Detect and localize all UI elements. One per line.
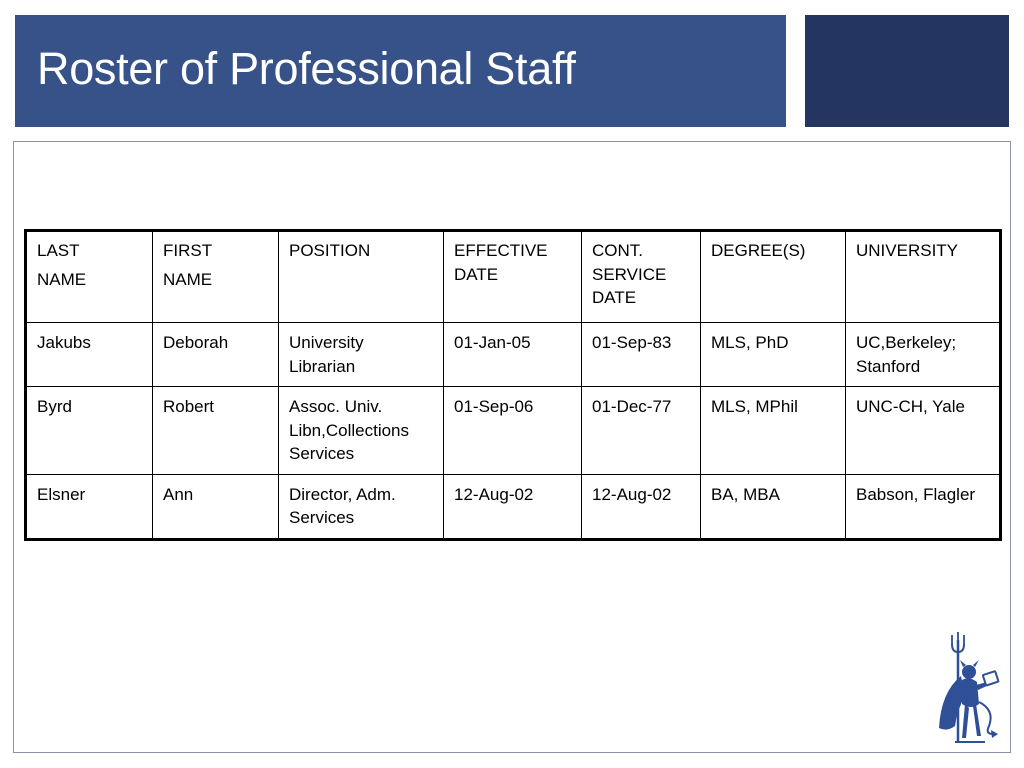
header-university bbox=[846, 231, 1001, 323]
header-line: NAME bbox=[163, 270, 213, 289]
cell-university: Babson, Flagler bbox=[846, 474, 1001, 539]
cell-first-name: Deborah bbox=[153, 323, 279, 387]
cell-first-name: Robert bbox=[153, 387, 279, 475]
devil-mascot-icon bbox=[935, 630, 1005, 746]
cell-cont-service-date: 01-Sep-83 bbox=[582, 323, 701, 387]
header-line: SERVICE bbox=[592, 264, 667, 284]
accent-block bbox=[805, 15, 1009, 127]
header-line: DATE bbox=[454, 264, 499, 284]
title-bar bbox=[15, 15, 786, 127]
header-line: DEGREE(S) bbox=[711, 241, 806, 260]
table-row bbox=[26, 387, 1001, 475]
cell-university: UNC-CH, Yale bbox=[846, 387, 1001, 475]
cell-last-name: Byrd bbox=[26, 387, 153, 475]
cell-first-name: Ann bbox=[153, 474, 279, 539]
cell-effective-date: 01-Jan-05 bbox=[444, 323, 582, 387]
cell-degrees: MLS, MPhil bbox=[701, 387, 846, 475]
cell-position: Assoc. Univ. Libn,Collections Services bbox=[279, 387, 444, 475]
header-line: DATE bbox=[592, 288, 637, 307]
cell-effective-date: 12-Aug-02 bbox=[444, 474, 582, 539]
roster-table bbox=[24, 229, 1002, 541]
cell-position: University Librarian bbox=[279, 323, 444, 387]
header-line: UNIVERSITY bbox=[856, 241, 959, 260]
cell-last-name: Elsner bbox=[26, 474, 153, 539]
header-line: EFFECTIVE bbox=[454, 241, 548, 260]
cell-degrees: BA, MBA bbox=[701, 474, 846, 539]
header-line: NAME bbox=[37, 270, 87, 289]
header-degrees bbox=[701, 231, 846, 323]
table-row bbox=[26, 474, 1001, 539]
header-line: FIRST bbox=[163, 241, 213, 260]
cell-university: UC,Berkeley; Stanford bbox=[846, 323, 1001, 387]
header-line: LAST bbox=[37, 241, 80, 260]
table-header-row bbox=[26, 231, 1001, 323]
slide-title: Roster of Professional Staff bbox=[37, 43, 576, 94]
cell-last-name: Jakubs bbox=[26, 323, 153, 387]
header-last-name bbox=[26, 231, 153, 323]
table-row bbox=[26, 323, 1001, 387]
header-first-name bbox=[153, 231, 279, 323]
header-effective-date bbox=[444, 231, 582, 323]
cell-cont-service-date: 12-Aug-02 bbox=[582, 474, 701, 539]
cell-cont-service-date: 01-Dec-77 bbox=[582, 387, 701, 475]
header-cont-service-date bbox=[582, 231, 701, 323]
header-line: POSITION bbox=[289, 241, 371, 260]
header-line: CONT. bbox=[592, 241, 643, 260]
cell-effective-date: 01-Sep-06 bbox=[444, 387, 582, 475]
cell-degrees: MLS, PhD bbox=[701, 323, 846, 387]
cell-position: Director, Adm. Services bbox=[279, 474, 444, 539]
header-position bbox=[279, 231, 444, 323]
